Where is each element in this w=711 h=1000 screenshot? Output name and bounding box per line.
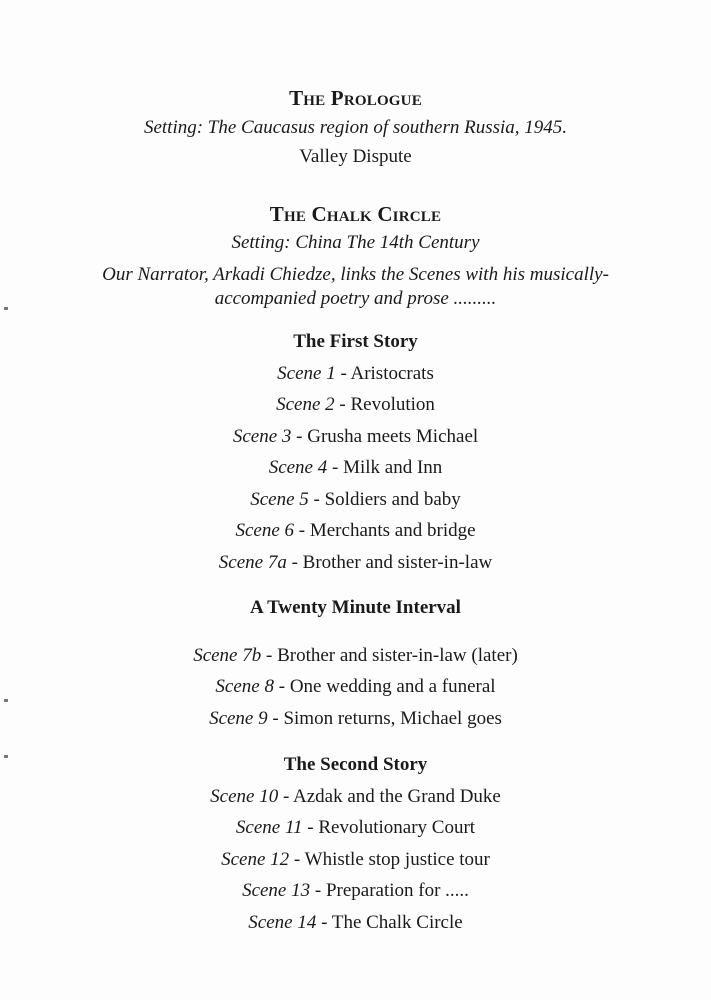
- scene-title: Preparation for .....: [325, 880, 469, 901]
- scene-row: [0, 675, 711, 699]
- interval-title: A Twenty Minute Interval: [250, 597, 461, 618]
- scene-number: Scene 12: [221, 849, 290, 870]
- chalk-circle-title: The Chalk Circle: [269, 202, 442, 226]
- scene-separator: -: [310, 880, 326, 901]
- scene-row: [0, 519, 711, 543]
- scene-title: Whistle stop justice tour: [304, 849, 490, 870]
- scene-row: [0, 785, 711, 809]
- scene-separator: -: [327, 457, 344, 478]
- scan-speck: [4, 755, 8, 758]
- scene-title: Brother and sister-in-law: [302, 552, 493, 573]
- scene-row: [0, 425, 711, 449]
- first-story-title: The First Story: [293, 331, 418, 352]
- scene-separator: -: [273, 676, 290, 697]
- scene-number: Scene 7b: [193, 645, 262, 666]
- scene-title: Milk and Inn: [343, 457, 443, 478]
- scene-title: Azdak and the Grand Duke: [292, 786, 501, 807]
- scene-separator: -: [267, 708, 284, 729]
- scene-separator: -: [278, 786, 293, 807]
- scan-speck: [4, 699, 8, 702]
- scene-separator: -: [316, 912, 332, 933]
- scene-separator: -: [261, 645, 278, 666]
- scene-separator: -: [334, 394, 351, 415]
- scene-number: Scene 13: [242, 880, 311, 901]
- scene-row: [0, 488, 711, 512]
- scene-separator: -: [286, 552, 303, 573]
- scene-number: Scene 3: [232, 426, 292, 447]
- scene-number: Scene 8: [215, 676, 274, 697]
- prologue-subtitle: Valley Dispute: [299, 146, 412, 167]
- scene-title: Revolutionary Court: [318, 817, 476, 838]
- scene-title: Brother and sister-in-law (later): [277, 645, 518, 666]
- scene-number: Scene 7a: [218, 552, 287, 573]
- scene-row: [0, 911, 711, 935]
- scene-separator: -: [302, 817, 319, 838]
- scene-title: Merchants and bridge: [309, 520, 476, 541]
- scene-number: Scene 2: [276, 394, 335, 415]
- scene-row: [0, 707, 711, 731]
- scene-separator: -: [291, 426, 308, 447]
- scene-title: Revolution: [350, 394, 435, 415]
- narrator-line-2: accompanied poetry and prose .........: [214, 288, 497, 309]
- scene-separator: -: [335, 363, 351, 384]
- scene-number: Scene 1: [277, 363, 336, 384]
- scene-row: [0, 816, 711, 840]
- scene-number: Scene 11: [235, 817, 303, 838]
- second-story-title: The Second Story: [283, 754, 428, 775]
- scene-title: Grusha meets Michael: [307, 426, 479, 447]
- scene-number: Scene 14: [248, 912, 317, 933]
- scene-number: Scene 10: [210, 786, 279, 807]
- scene-title: Aristocrats: [350, 363, 434, 384]
- scene-row: [0, 362, 711, 386]
- scene-row: [0, 551, 711, 575]
- scene-separator: -: [289, 849, 305, 870]
- prologue-setting: Setting: The Caucasus region of southern Russia, 1945.: [143, 117, 568, 138]
- narrator-line-1: Our Narrator, Arkadi Chiedze, links the Scenes with his musically-: [102, 264, 609, 285]
- scene-row: [0, 393, 711, 417]
- scene-separator: -: [308, 489, 325, 510]
- prologue-title: The Prologue: [289, 86, 422, 110]
- scene-row: [0, 848, 711, 872]
- scene-title: Simon returns, Michael goes: [283, 708, 502, 729]
- scene-number: Scene 4: [268, 457, 328, 478]
- scene-row: [0, 456, 711, 480]
- scene-number: Scene 5: [250, 489, 309, 510]
- scene-title: Soldiers and baby: [324, 489, 461, 510]
- scene-title: The Chalk Circle: [331, 912, 463, 933]
- scene-number: Scene 6: [235, 520, 295, 541]
- chalk-circle-setting: Setting: China The 14th Century: [231, 232, 480, 253]
- scan-speck: [4, 307, 8, 310]
- scene-number: Scene 9: [209, 708, 268, 729]
- scene-title: One wedding and a funeral: [289, 676, 496, 697]
- scene-row: [0, 879, 711, 903]
- scene-separator: -: [294, 520, 310, 541]
- scene-row: [0, 644, 711, 668]
